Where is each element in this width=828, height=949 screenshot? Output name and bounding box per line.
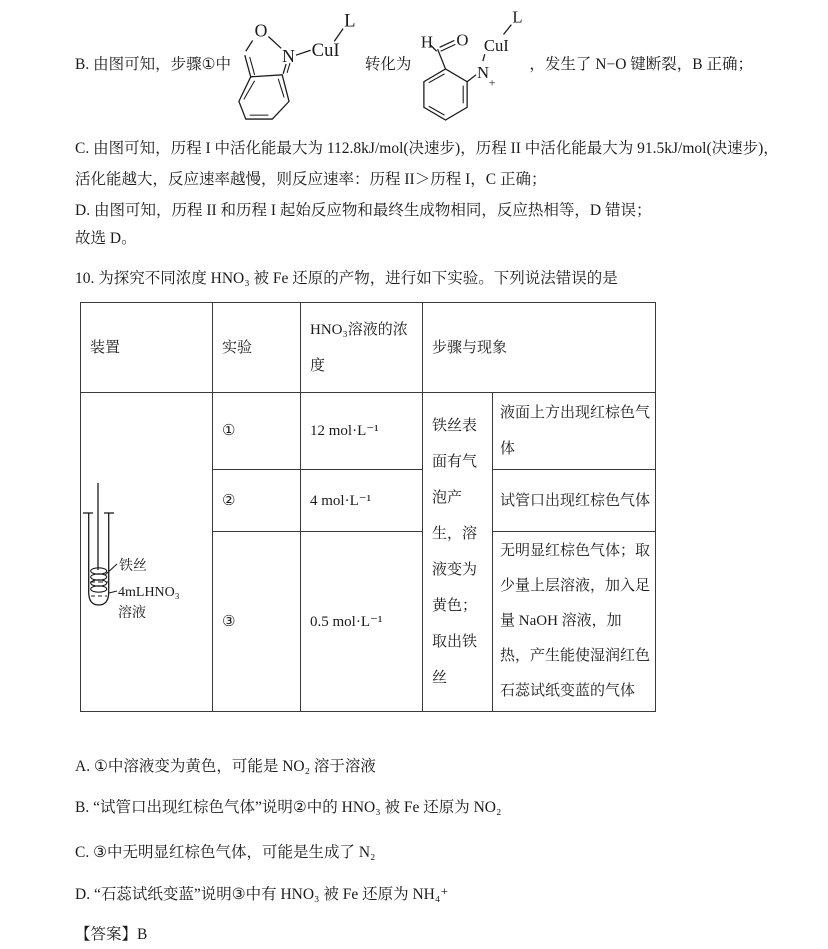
plus-charge: +: [489, 75, 496, 90]
option-b-prefix: B. 由图可知，步骤①中: [75, 56, 231, 73]
explanation-conclusion: 故选 D。: [75, 230, 137, 247]
wire-label: 铁丝: [119, 558, 147, 574]
phenomenon-3: 无明显红棕色气体；取少量上层溶液，加入足量 NaOH 溶液，加热，产生能使湿润红色石蕊试纸变蓝的气体: [493, 532, 656, 712]
option-d: D. “石蕊试纸变蓝”说明③中有 HNO₃ 被 Fe 还原为 NH₄⁺: [75, 886, 449, 903]
experiment-no-3: ③: [213, 532, 301, 712]
benzene-ring: [424, 69, 467, 120]
atom-n: N: [282, 45, 295, 66]
phenomenon-2: 试管口出现红棕色气体: [493, 470, 656, 532]
atom-n: N: [477, 62, 490, 82]
explanation-option-d: D. 由图可知，历程 II 和历程 I 起始反应物和最终生成物相同，反应热相等，D 错误；: [75, 202, 652, 219]
ligand-l-label: L: [512, 7, 523, 27]
wire-coil: [91, 567, 107, 573]
header-experiment: 实验: [213, 303, 301, 393]
explanation-option-c-line1: C. 由图可知，历程 I 中活化能最大为 112.8kJ/mol(决速步)，历程 II 中活化能最大为 91.5kJ/mol(决速步)，: [75, 140, 779, 157]
option-b: B. “试管口出现红棕色气体”说明②中的 HNO₃ 被 Fe 还原为 NO₂: [75, 799, 502, 816]
header-steps: 步骤与现象: [423, 303, 656, 393]
experiment-no-1: ①: [213, 393, 301, 470]
header-concentration: HNO₃溶液的浓度: [301, 303, 423, 393]
option-a: A. ①中溶液变为黄色，可能是 NO₂ 溶于溶液: [75, 758, 376, 775]
ligand-l-label: L: [344, 10, 356, 32]
cui-label: CuI: [311, 39, 340, 61]
apparatus-cell: [81, 393, 213, 712]
answer-line: 【答案】B: [75, 926, 148, 943]
shared-observation-cell: 铁丝表面有气泡产生，溶液变为黄色；取出铁丝: [423, 393, 493, 712]
solution-label-line2: 溶液: [118, 605, 146, 621]
explanation-option-c-line2: 活化能越大，反应速率越慢，则反应速率：历程 II＞历程 I，C 正确；: [75, 171, 547, 188]
atom-h: H: [421, 32, 434, 52]
solution-label-line1: 4mLHNO₃: [118, 584, 180, 600]
experiment-table: [80, 302, 656, 712]
option-b-suffix: ，发生了 N−O 键断裂，B 正确；: [529, 56, 753, 73]
benzene-ring: [239, 74, 289, 118]
concentration-2: 4 mol·L⁻¹: [301, 470, 423, 532]
phenomenon-1: 液面上方出现红棕色气体: [493, 393, 656, 470]
concentration-1: 12 mol·L⁻¹: [301, 393, 423, 470]
concentration-3: 0.5 mol·L⁻¹: [301, 532, 423, 712]
option-c: C. ③中无明显红棕色气体，可能是生成了 N₂: [75, 844, 376, 861]
table-header-row: [81, 303, 656, 393]
atom-o: O: [456, 30, 469, 50]
test-tube-diagram: [81, 445, 213, 660]
atom-o: O: [254, 20, 268, 41]
explanation-option-b: [75, 0, 753, 130]
table-row-1: [81, 393, 656, 470]
option-b-link: 转化为: [364, 56, 412, 73]
benzaldehyde-n-cui-structure: [417, 3, 527, 127]
cui-label: CuI: [484, 36, 510, 56]
benzisoxazole-cui-structure: [233, 5, 359, 126]
question-stem: 10. 为探究不同浓度 HNO₃ 被 Fe 还原的产物，进行如下实验。下列说法错误的是: [75, 270, 618, 287]
header-device: 装置: [81, 303, 213, 393]
experiment-no-2: ②: [213, 470, 301, 532]
